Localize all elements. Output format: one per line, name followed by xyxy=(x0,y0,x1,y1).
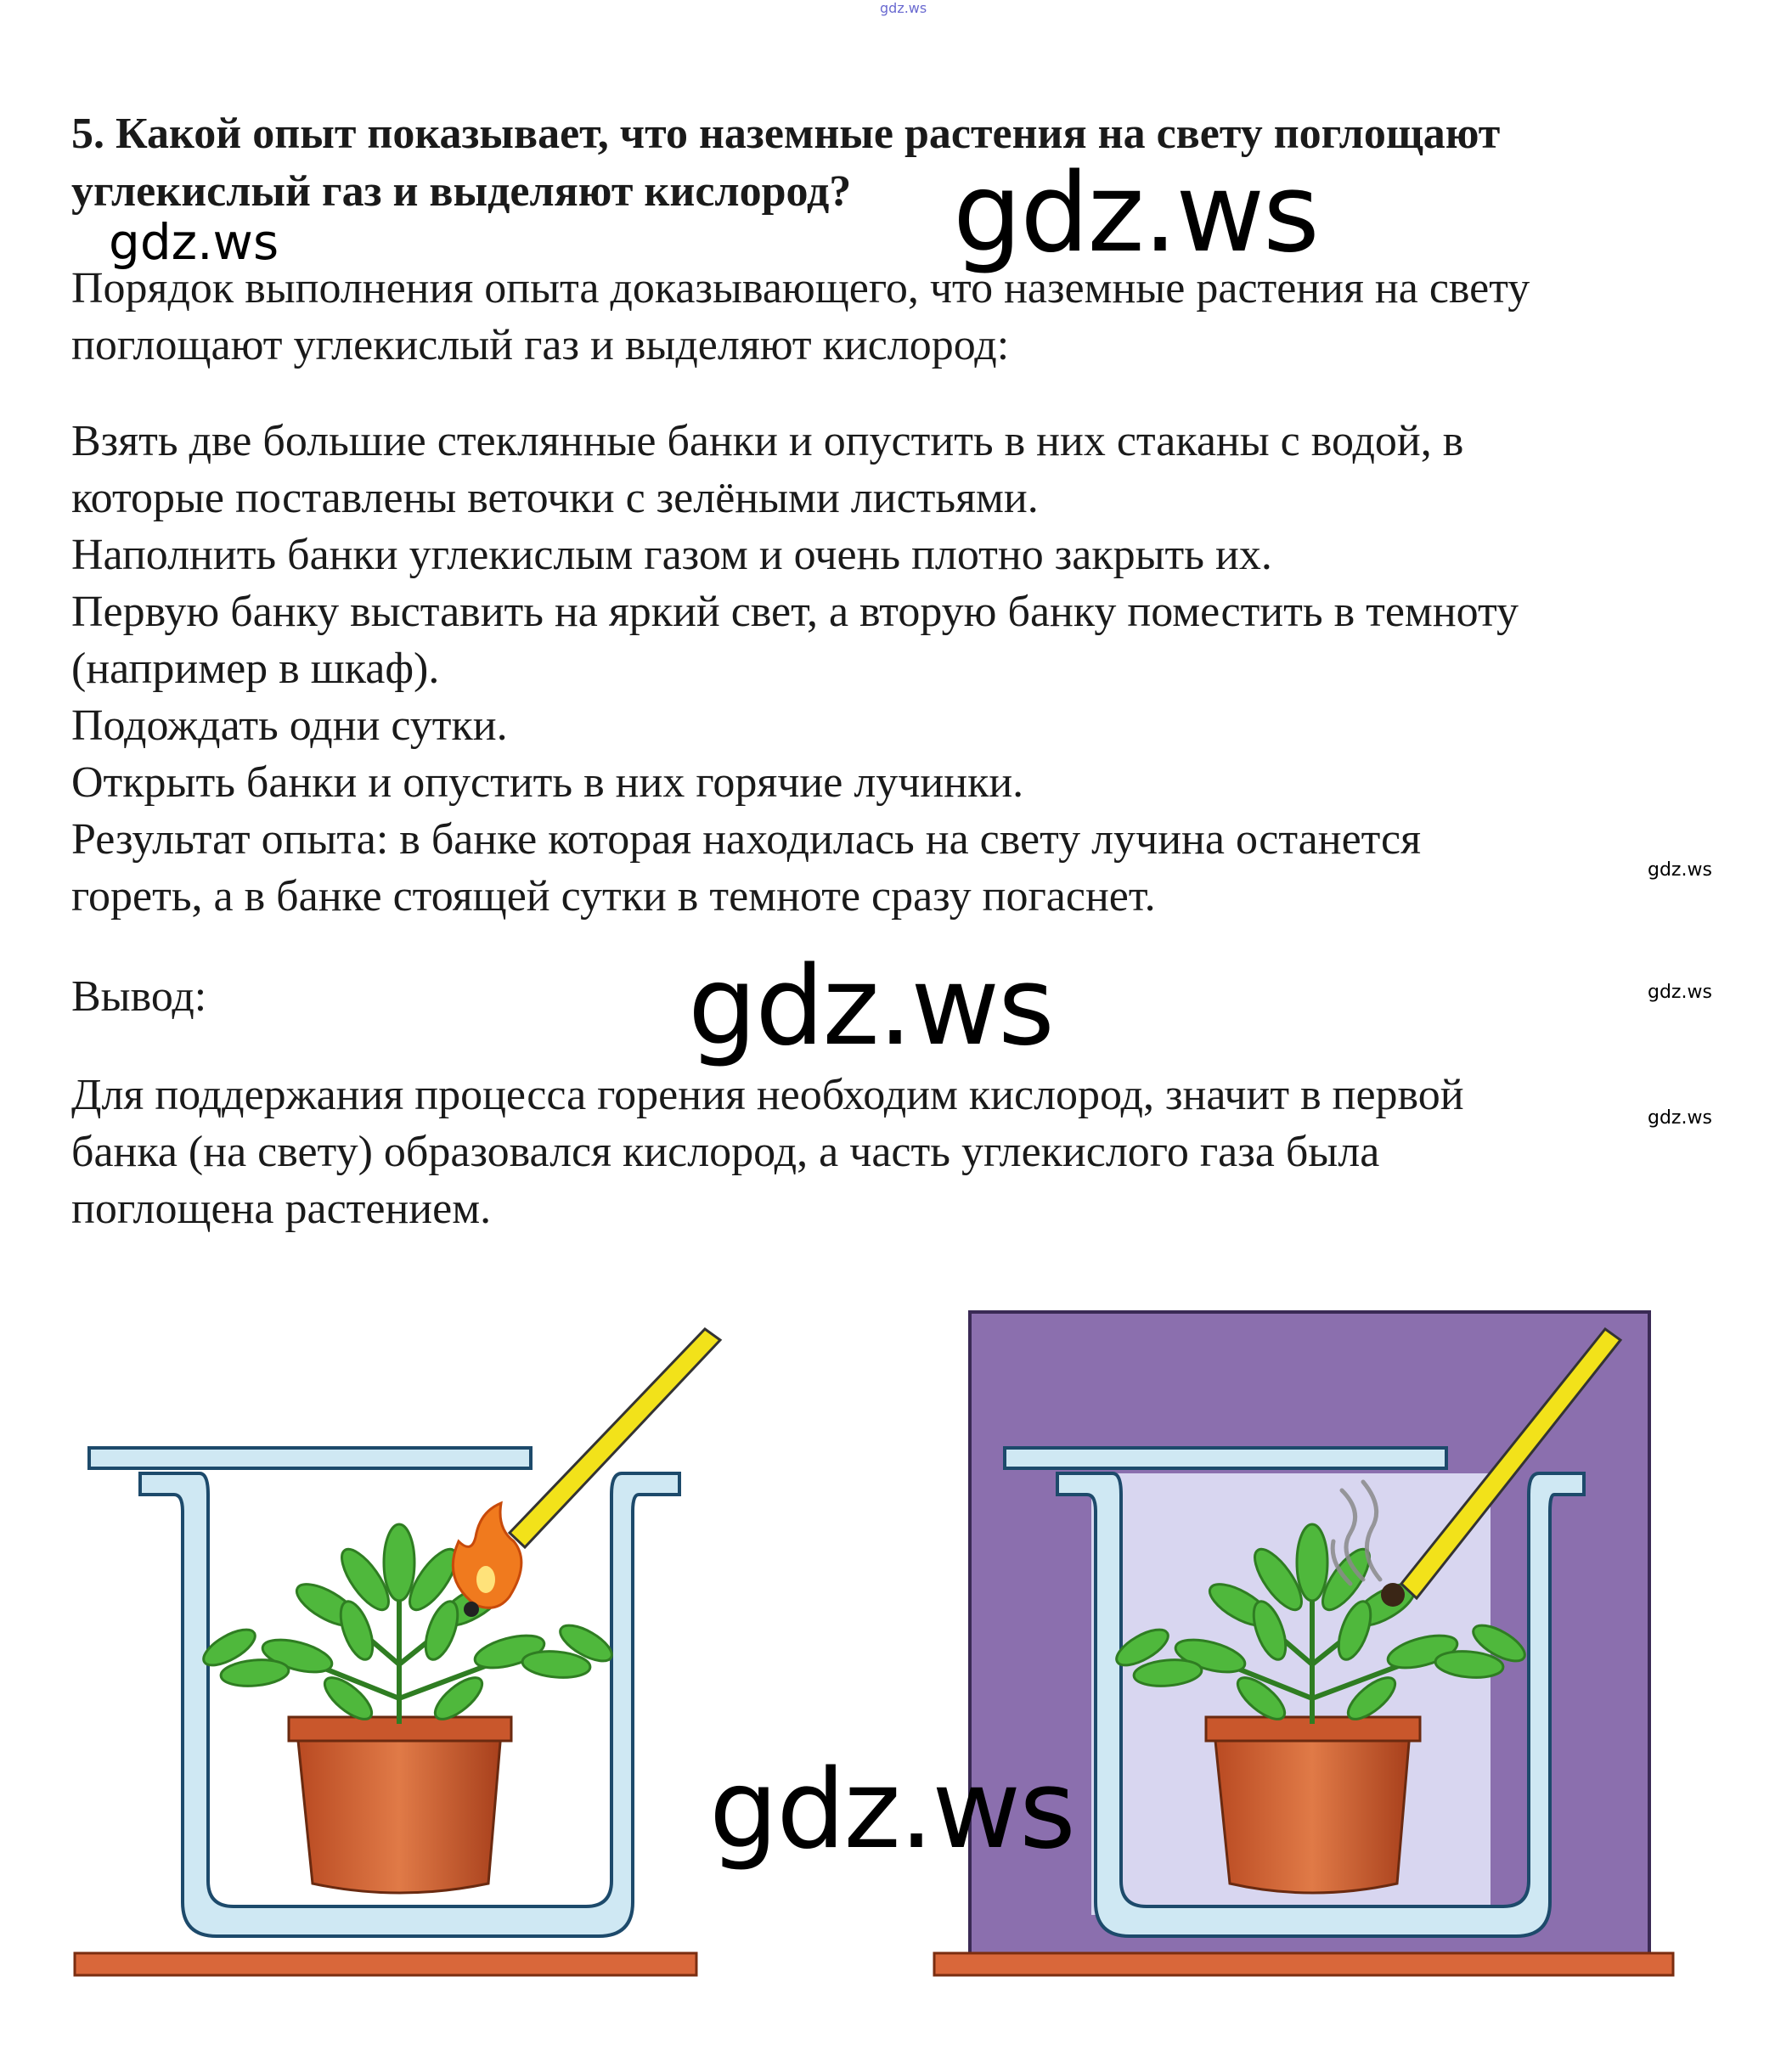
intro-line: поглощают углекислый газ и выделяют кислород: xyxy=(71,321,1010,369)
watermark-large-2: gdz.ws xyxy=(688,943,1053,1070)
step-line: Результат опыта: в банке которая находилась на свету лучина останется xyxy=(71,815,1422,864)
conclusion-line: Для поддержания процесса горения необходим кислород, значит в первой xyxy=(71,1071,1464,1119)
question-title: 5. Какой опыт показывает, что наземные растения на свету поглощают углекислый газ и выделяют кислород? xyxy=(71,110,1501,216)
jar-lid-left xyxy=(89,1448,531,1468)
step-line: гореть, а в банке стоящей сутки в темноте сразу погаснет. xyxy=(71,872,1156,921)
flower-pot-left xyxy=(297,1732,501,1893)
intro-line: Порядок выполнения опыта доказывающего, что наземные растения на свету xyxy=(71,264,1530,313)
jar-lid-right xyxy=(1005,1448,1446,1468)
watermark-large-3: gdz.ws xyxy=(709,1747,1074,1873)
flower-pot-right xyxy=(1214,1732,1410,1893)
jar-in-light xyxy=(75,1329,720,1975)
step-line: Открыть банки и опустить в них горячие лучинки. xyxy=(71,758,1024,807)
watermark-small-1: gdz.ws xyxy=(1648,859,1712,881)
conclusion-line: банка (на свету) образовался кислород, а часть углекислого газа была xyxy=(71,1128,1380,1176)
jar-in-dark xyxy=(934,1312,1673,1975)
step-line: Наполнить банки углекислым газом и очень плотно закрыть их. xyxy=(71,531,1272,579)
step-line: Взять две большие стеклянные банки и опустить в них стаканы с водой, в xyxy=(71,417,1464,465)
shelf-right xyxy=(934,1953,1673,1975)
step-line: (например в шкаф). xyxy=(71,645,440,693)
conclusion-heading: Вывод: xyxy=(71,972,207,1021)
watermark-small-2: gdz.ws xyxy=(1648,982,1712,1003)
watermark-top: gdz.ws xyxy=(880,0,927,16)
plant-left xyxy=(199,1524,617,1726)
step-line: которые поставлены веточки с зелёными листьями. xyxy=(71,474,1039,522)
step-line: Первую банку выставить на яркий свет, а вторую банку поместить в темноту xyxy=(71,588,1519,636)
step-line: Подождать одни сутки. xyxy=(71,701,508,750)
watermark-medium: gdz.ws xyxy=(109,213,279,271)
watermark-small-3: gdz.ws xyxy=(1648,1107,1712,1129)
watermark-large-1: gdz.ws xyxy=(953,150,1318,277)
conclusion-line: поглощена растением. xyxy=(71,1185,492,1233)
shelf-left xyxy=(75,1953,696,1975)
